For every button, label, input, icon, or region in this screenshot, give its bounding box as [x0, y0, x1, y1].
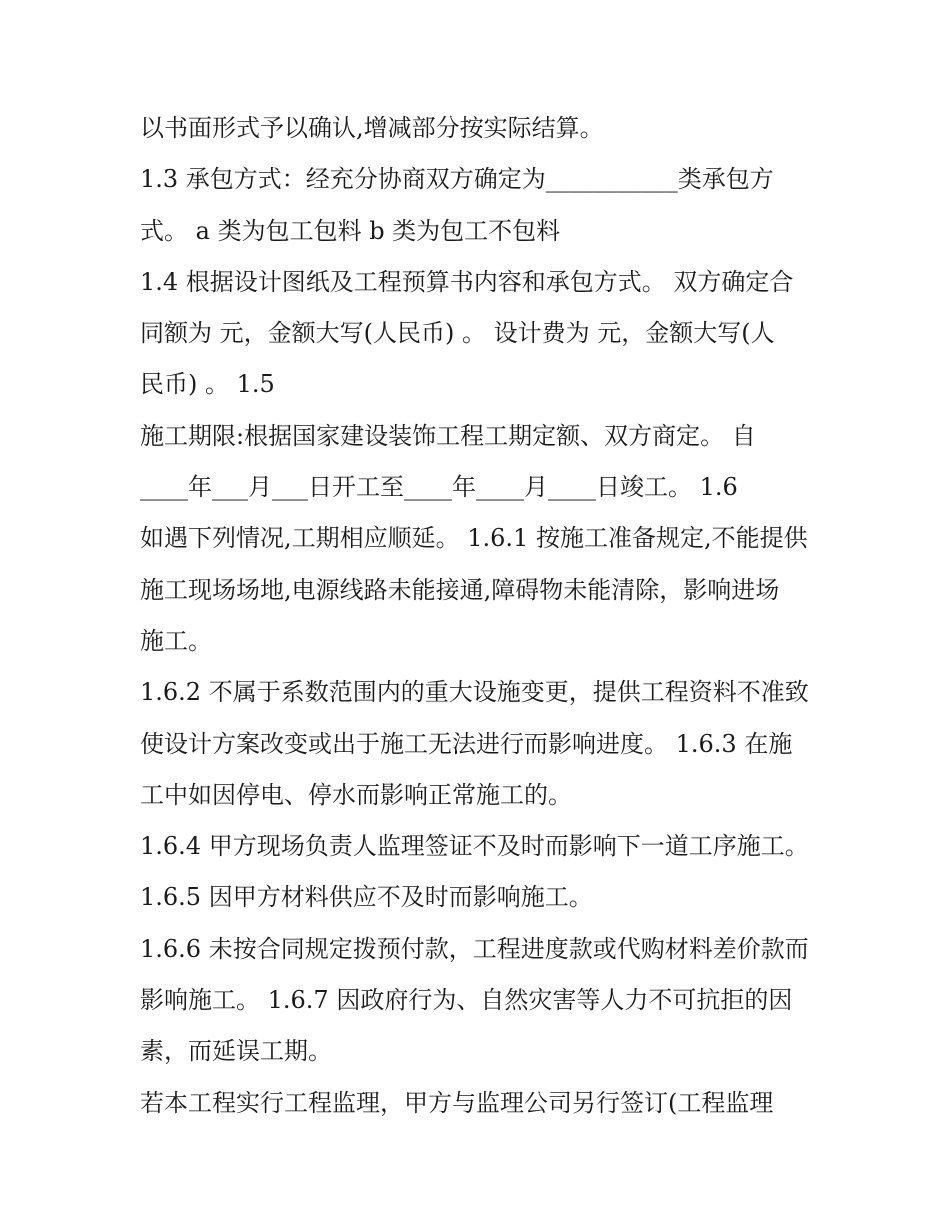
text-line: 1.6.5 因甲方材料供应不及时而影响施工。	[140, 883, 593, 912]
text-line: 1.3 承包方式：经充分协商双方确定为___________类承包方	[140, 165, 774, 194]
text-line: 施工。	[140, 626, 212, 655]
text-line: 1.6.6 未按合同规定拨预付款，工程进度款或代购材料差价款而	[140, 934, 809, 963]
text-line: 1.6.4 甲方现场负责人监理签证不及时而影响下一道工序施工。	[140, 832, 809, 861]
contract-text-body	[140, 103, 820, 1129]
text-line: 同额为 元，金额大写(人民币) 。 设计费为 元，金额大写(人	[140, 319, 775, 348]
text-line: 施工期限:根据国家建设装饰工程工期定额、双方商定。 自	[140, 421, 756, 450]
text-line: 式。 a 类为包工包料 b 类为包工不包料	[140, 216, 561, 245]
text-line: 如遇下列情况,工期相应顺延。 1.6.1 按施工准备规定,不能提供	[140, 524, 808, 553]
text-line: 工中如因停电、停水而影响正常施工的。	[140, 780, 572, 809]
text-line: ____年___月___日开工至____年____月____日竣工。 1.6	[140, 473, 738, 502]
text-line: 1.6.2 不属于系数范围内的重大设施变更，提供工程资料不准致	[140, 678, 809, 707]
text-line: 素，而延误工期。	[140, 1037, 332, 1066]
text-line: 施工现场场地,电源线路未能接通,障碍物未能清除，影响进场	[140, 575, 780, 604]
text-line: 民币) 。 1.5	[140, 370, 275, 399]
text-line: 以书面形式予以确认,增减部分按实际结算。	[140, 114, 604, 142]
text-line: 使设计方案改变或出于施工无法进行而影响进度。 1.6.3 在施	[140, 729, 793, 758]
text-line: 若本工程实行工程监理，甲方与监理公司另行签订(工程监理	[140, 1088, 774, 1117]
text-line: 1.4 根据设计图纸及工程预算书内容和承包方式。 双方确定合	[140, 267, 794, 296]
text-line: 影响施工。 1.6.7 因政府行为、自然灾害等人力不可抗拒的因	[140, 986, 793, 1015]
